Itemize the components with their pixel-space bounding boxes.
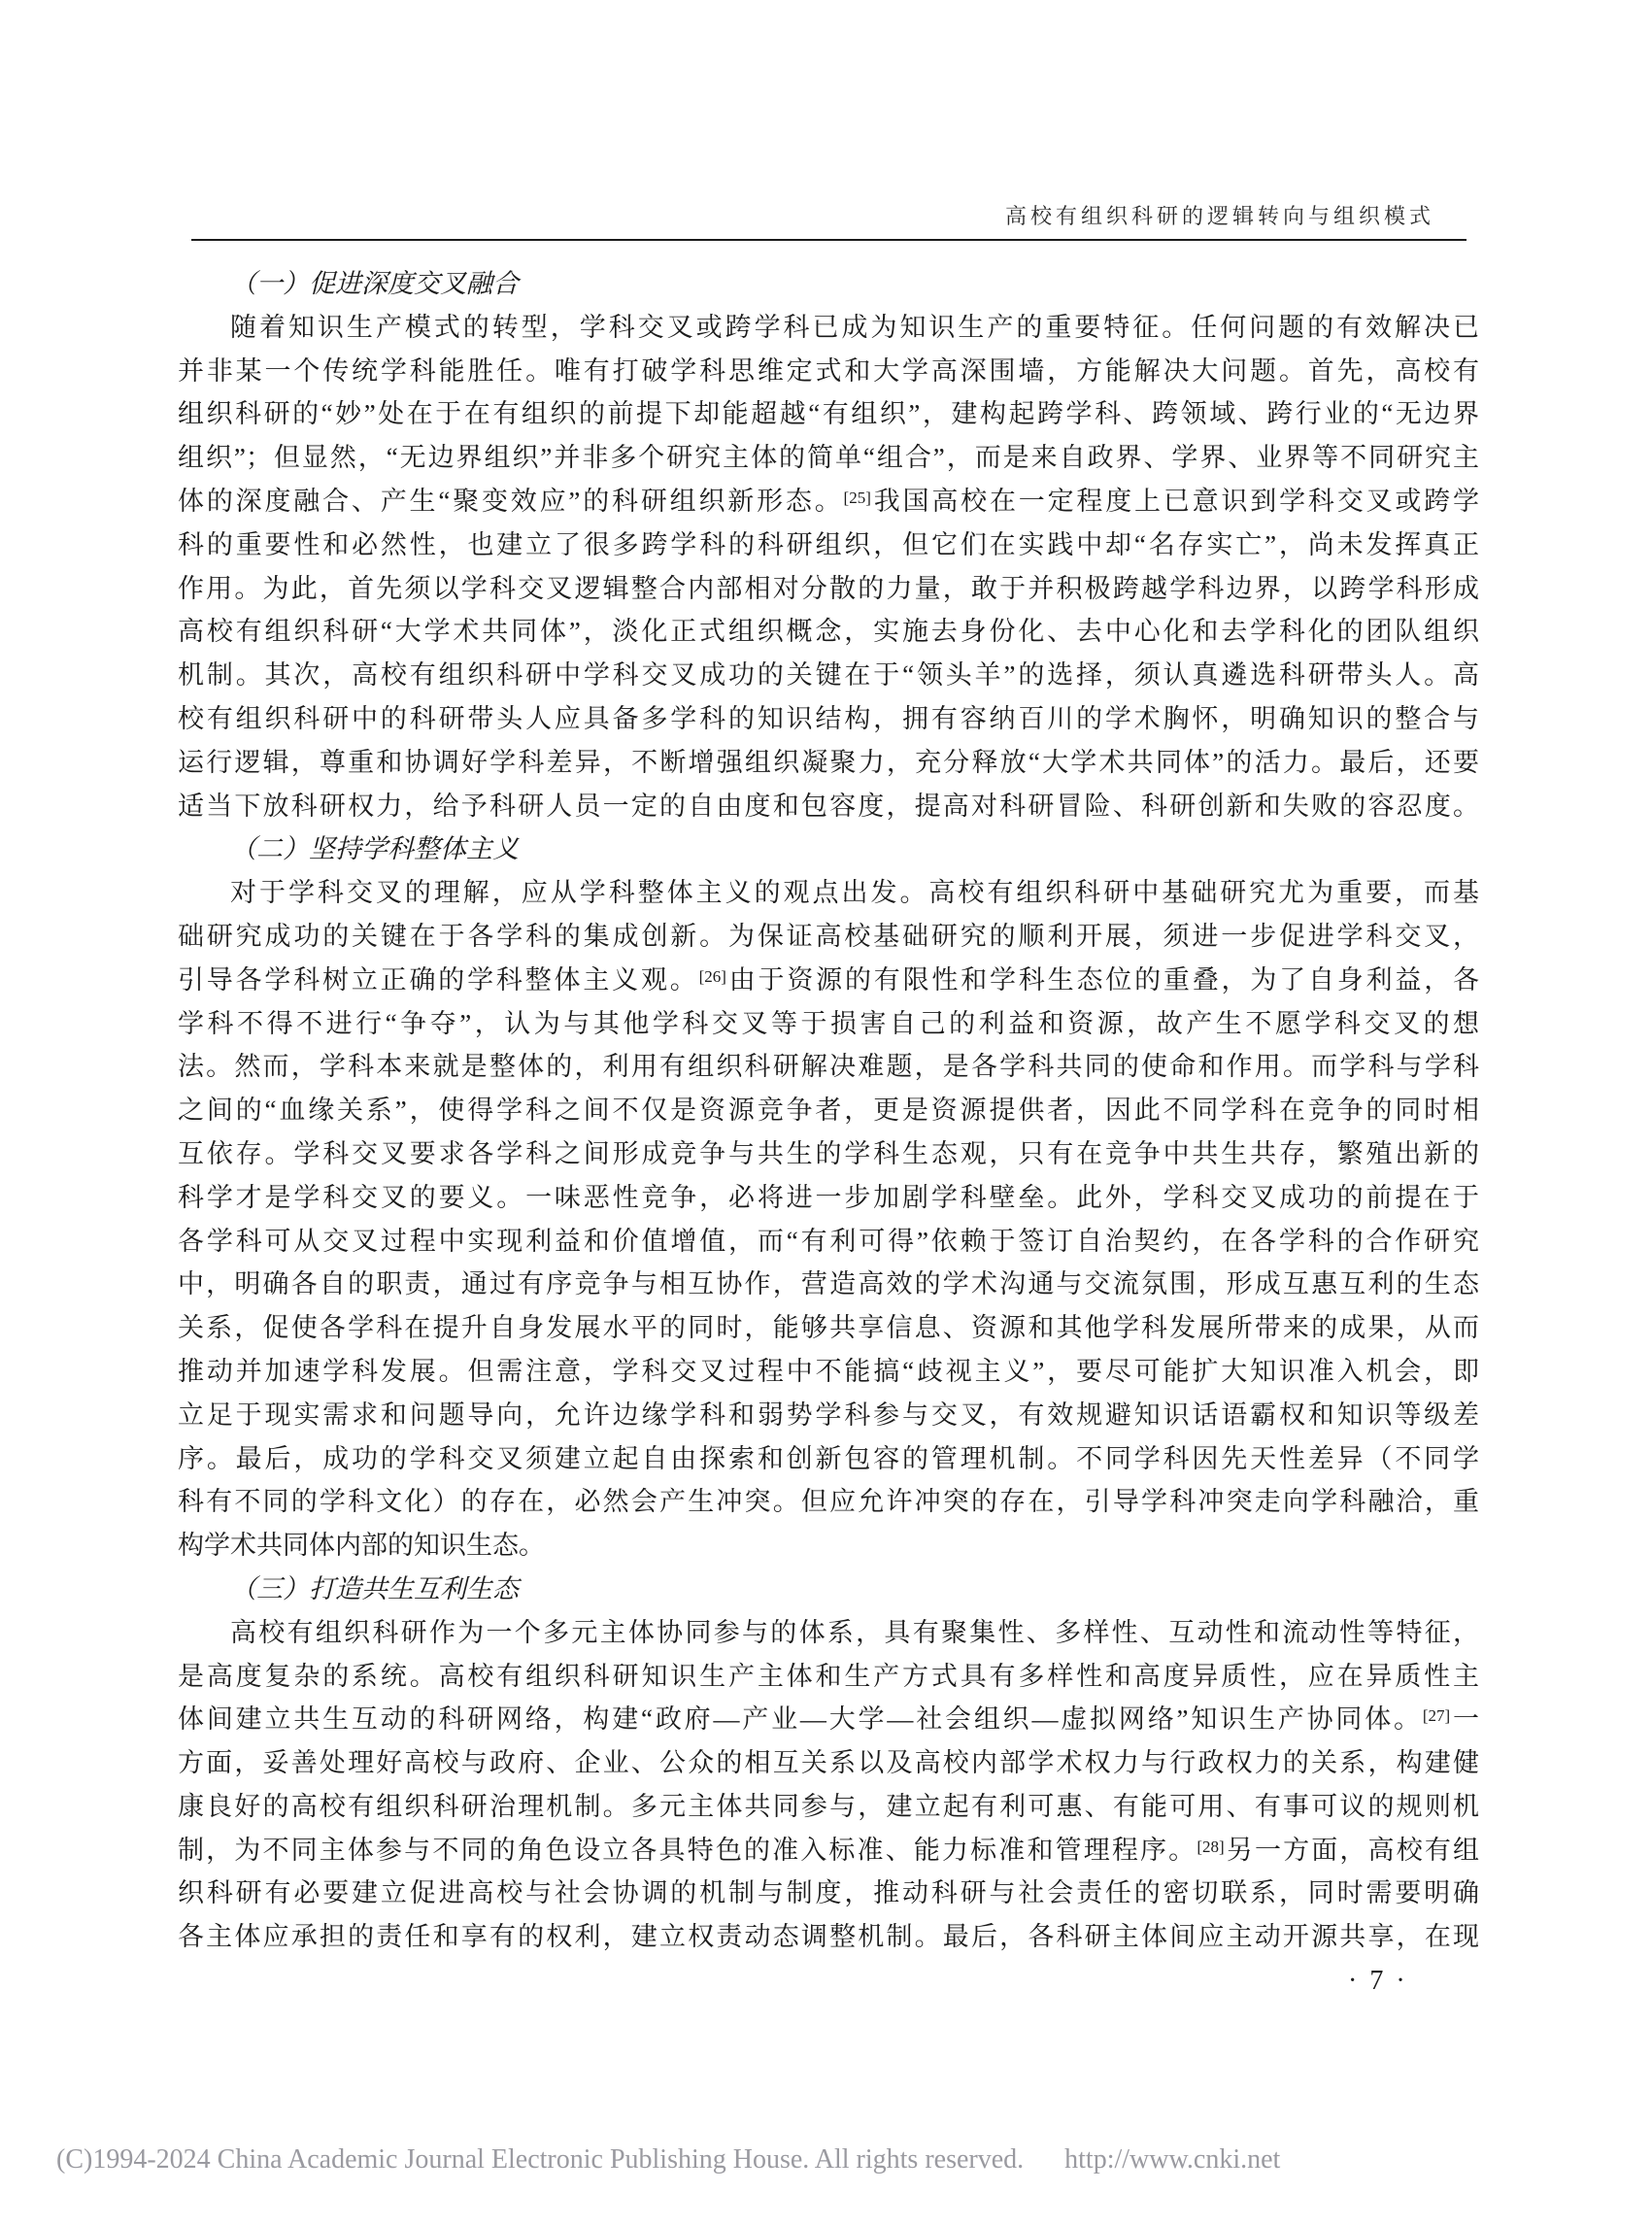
body-line: 引导各学科树立正确的学科整体主义观。[26]由于资源的有限性和学科生态位的重叠，为了自身利益，各 bbox=[178, 964, 1479, 995]
body-line: 序。最后，成功的学科交叉须建立起自由探索和创新包容的管理机制。不同学科因先天性差异（不同学 bbox=[178, 1443, 1479, 1473]
body-line: 中，明确各自的职责，通过有序竞争与相互协作，营造高效的学术沟通与交流氛围，形成互惠互利的生态 bbox=[178, 1269, 1479, 1299]
footer bbox=[56, 2144, 1280, 2175]
footer-url: http://www.cnki.net bbox=[1064, 2144, 1281, 2175]
body-line: 推动并加速学科发展。但需注意，学科交叉过程中不能搞“歧视主义”，要尽可能扩大知识准入机会，即 bbox=[178, 1356, 1479, 1386]
body-line: 互依存。学科交叉要求各学科之间形成竞争与共生的学科生态观，只有在竞争中共生共存，繁殖出新的 bbox=[178, 1138, 1479, 1168]
body-line: 是高度复杂的系统。高校有组织科研知识生产主体和生产方式具有多样性和高度异质性，应在异质性主 bbox=[178, 1661, 1479, 1691]
body-line: 组织科研的“妙”处在于在有组织的前提下却能超越“有组织”，建构起跨学科、跨领域、跨行业的“无边界 bbox=[178, 399, 1479, 429]
body-line: 对于学科交叉的理解，应从学科整体主义的观点出发。高校有组织科研中基础研究尤为重要，而基 bbox=[230, 878, 1479, 908]
body-line: 体的深度融合、产生“聚变效应”的科研组织新形态。[25]我国高校在一定程度上已意识到学科交叉或跨学 bbox=[178, 486, 1479, 516]
section-heading: （一）促进深度交叉融合 bbox=[230, 269, 519, 298]
reference-marker: [25] bbox=[843, 488, 871, 507]
reference-marker: [28] bbox=[1197, 1837, 1225, 1856]
article-body bbox=[178, 262, 1479, 1959]
body-line: 并非某一个传统学科能胜任。唯有打破学科思维定式和大学高深围墙，方能解决大问题。首先，高校有 bbox=[178, 355, 1479, 386]
body-line: 校有组织科研中的科研带头人应具备多学科的知识结构，拥有容纳百川的学术胸怀，明确知识的整合与 bbox=[178, 703, 1479, 733]
body-line: 础研究成功的关键在于各学科的集成创新。为保证高校基础研究的顺利开展，须进一步促进学科交叉， bbox=[178, 921, 1479, 951]
reference-marker: [26] bbox=[698, 966, 726, 986]
body-line: 随着知识生产模式的转型，学科交叉或跨学科已成为知识生产的重要特征。任何问题的有效解决已 bbox=[230, 312, 1479, 342]
body-line: 康良好的高校有组织科研治理机制。多元主体共同参与，建立起有利可惠、有能可用、有事可议的规则机 bbox=[178, 1791, 1479, 1821]
body-line: 机制。其次，高校有组织科研中学科交叉成功的关键在于“领头羊”的选择，须认真遴选科研带头人。高 bbox=[178, 660, 1479, 691]
body-line: 学科不得不进行“争夺”，认为与其他学科交叉等于损害自己的利益和资源，故产生不愿学科交叉的想 bbox=[178, 1008, 1479, 1038]
body-line: 法。然而，学科本来就是整体的，利用有组织科研解决难题，是各学科共同的使命和作用。而学科与学科 bbox=[178, 1052, 1479, 1082]
section-heading: （二）坚持学科整体主义 bbox=[230, 834, 519, 864]
body-line: 科学才是学科交叉的要义。一味恶性竞争，必将进一步加剧学科壁垒。此外，学科交叉成功的前提在于 bbox=[178, 1182, 1479, 1212]
body-line: 运行逻辑，尊重和协调好学科差异，不断增强组织凝聚力，充分释放“大学术共同体”的活力。最后，还要 bbox=[178, 747, 1479, 777]
body-line: 适当下放科研权力，给予科研人员一定的自由度和包容度，提高对科研冒险、科研创新和失败的容忍度。 bbox=[178, 791, 1479, 821]
body-line: 高校有组织科研“大学术共同体”，淡化正式组织概念，实施去身份化、去中心化和去学科化的团队组织 bbox=[178, 617, 1479, 647]
body-line: 之间的“血缘关系”，使得学科之间不仅是资源竞争者，更是资源提供者，因此不同学科在竞争的同时相 bbox=[178, 1096, 1479, 1126]
section-heading: （三）打造共生互利生态 bbox=[230, 1573, 519, 1603]
body-line: 体间建立共生互动的科研网络，构建“政府—产业—大学—社会组织—虚拟网络”知识生产协同体。[27]一 bbox=[178, 1704, 1479, 1735]
body-line: 方面，妥善处理好高校与政府、企业、公众的相互关系以及高校内部学术权力与行政权力的关系，构建健 bbox=[178, 1748, 1479, 1778]
body-line: 组织”；但显然，“无边界组织”并非多个研究主体的简单“组合”，而是来自政界、学界、业界等不同研究主 bbox=[178, 443, 1479, 473]
footer-copyright: (C)1994-2024 China Academic Journal Electronic Publishing House. All rights reserved. bbox=[56, 2144, 1025, 2175]
body-line: 作用。为此，首先须以学科交叉逻辑整合内部相对分散的力量，敢于并积极跨越学科边界，以跨学科形成 bbox=[178, 573, 1479, 603]
body-line: 立足于现实需求和问题导向，允许边缘学科和弱势学科参与交叉，有效规避知识话语霸权和知识等级差 bbox=[178, 1400, 1479, 1430]
body-line: 各主体应承担的责任和享有的权利，建立权责动态调整机制。最后，各科研主体间应主动开源共享，在现 bbox=[178, 1922, 1479, 1952]
page-number: · 7 · bbox=[1348, 1966, 1408, 1996]
body-line: 构学术共同体内部的知识生态。 bbox=[178, 1531, 545, 1561]
body-line: 各学科可从交叉过程中实现利益和价值增值，而“有利可得”依赖于签订自治契约，在各学科的合作研究 bbox=[178, 1226, 1479, 1256]
header-rule bbox=[191, 239, 1467, 241]
running-title: 高校有组织科研的逻辑转向与组织模式 bbox=[1004, 204, 1434, 228]
reference-marker: [27] bbox=[1422, 1706, 1451, 1726]
body-line: 高校有组织科研作为一个多元主体协同参与的体系，具有聚集性、多样性、互动性和流动性等特征， bbox=[230, 1617, 1479, 1647]
body-line: 制，为不同主体参与不同的角色设立各具特色的准入标准、能力标准和管理程序。[28]另一方面，高校有组 bbox=[178, 1835, 1479, 1865]
body-line: 织科研有必要建立促进高校与社会协调的机制与制度，推动科研与社会责任的密切联系，同时需要明确 bbox=[178, 1878, 1479, 1908]
body-line: 科有不同的学科文化）的存在，必然会产生冲突。但应允许冲突的存在，引导学科冲突走向学科融洽，重 bbox=[178, 1487, 1479, 1517]
body-line: 科的重要性和必然性，也建立了很多跨学科的科研组织，但它们在实践中却“名存实亡”，尚未发挥真正 bbox=[178, 529, 1479, 559]
body-line: 关系，促使各学科在提升自身发展水平的同时，能够共享信息、资源和其他学科发展所带来的成果，从而 bbox=[178, 1313, 1479, 1343]
